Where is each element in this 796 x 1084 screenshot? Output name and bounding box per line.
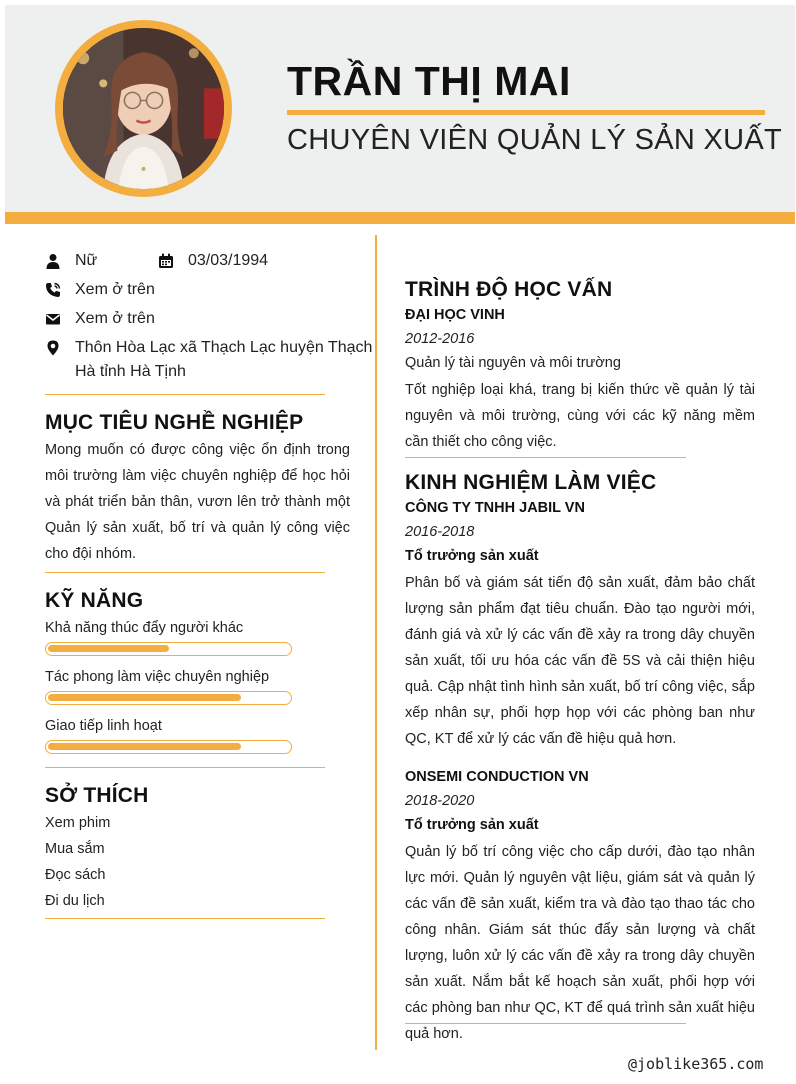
skill-label-3: Giao tiếp linh hoạt	[45, 718, 162, 734]
phone-row	[45, 278, 155, 302]
phone-icon	[45, 278, 61, 302]
avatar	[55, 20, 232, 197]
education-divider	[405, 457, 686, 458]
contact-divider	[45, 394, 325, 395]
job-role-2: Tổ trưởng sản xuất	[405, 817, 539, 833]
name-underline	[287, 110, 765, 115]
column-divider	[375, 235, 377, 1050]
job-description-2: Quản lý bố trí công việc cho cấp dưới, đào tạo nhân lực mới. Quản lý nguyên vật liệu, giám sát và quản lý các vấn đề sản xuất, kiểm tra và đào tạo thao tác cho công nhân. Giám sát thúc đẩy sản lượng và chất lượng, luôn xử lý các vấn đề xảy ra trong dây chuyền sản xuất. Nắm bắt kế hoạch sản xuất, phối hợp với các phòng ban như QC, KT để quá trình sản xuất hiệu quả hơn.	[405, 844, 755, 1042]
job-company-2: ONSEMI CONDUCTION VN	[405, 769, 589, 785]
skill-fill-2	[48, 694, 241, 701]
user-icon	[45, 249, 61, 273]
hobbies-divider	[45, 918, 325, 919]
skill-bar-2	[45, 691, 292, 705]
gender-value: Nữ	[75, 252, 98, 269]
email-row	[45, 307, 155, 331]
birthday-row	[158, 249, 268, 273]
header-accent-bar	[5, 212, 795, 224]
envelope-icon	[45, 307, 61, 331]
skills-divider	[45, 767, 325, 768]
hobby-item: Mua sắm	[45, 841, 105, 857]
candidate-name: TRẦN THỊ MAI	[287, 58, 571, 104]
skill-fill-1	[48, 645, 169, 652]
objective-divider	[45, 572, 325, 573]
skill-bar-3	[45, 740, 292, 754]
job-description-1: Phân bố và giám sát tiến độ sản xuất, đảm bảo chất lượng sản phẩm đạt tiêu chuẩn. Đào tạo người mới, đánh giá và xử lý các vấn đề xảy ra trong dây chuyền sản xuất, tối ưu hóa các vấn đề 5S và cải thiện hiệu quả. Cập nhật tình hình sản xuất, bố trí công việc, sắp xếp nhân sự, phối hợp họp với các phòng ban như QC, KT để xử lý các vấn đề hiệu quả hơn.	[405, 575, 755, 747]
education-major: Quản lý tài nguyên và môi trường	[405, 355, 621, 371]
objective-text: Mong muốn có được công việc ổn định trong môi trường làm việc chuyên nghiệp để học hỏi và phát triển bản thân, vươn lên trở thành một Quản lý sản xuất, bố trí và quản lý công việc cho đội nhóm.	[45, 442, 350, 562]
skill-fill-3	[48, 743, 241, 750]
skill-bar-1	[45, 642, 292, 656]
education-school: ĐẠI HỌC VINH	[405, 307, 505, 323]
hobby-item: Đi du lịch	[45, 893, 105, 909]
hobby-item: Đọc sách	[45, 867, 106, 883]
skill-label-1: Khả năng thúc đẩy người khác	[45, 620, 244, 636]
experience-divider	[405, 1023, 686, 1024]
education-description: Tốt nghiệp loại khá, trang bị kiến thức về quản lý tài nguyên và môi trường, cùng với các kỹ năng mềm cần thiết cho công việc.	[405, 382, 755, 450]
email-value: Xem ở trên	[75, 310, 155, 327]
objective-title: MỤC TIÊU NGHỀ NGHIỆP	[45, 411, 304, 434]
address-line-1: Thôn Hòa Lạc xã Thạch Lạc huyện Thạch	[75, 339, 373, 356]
address-line-2: Hà tỉnh Hà Tịnh	[75, 363, 186, 380]
job-company-1: CÔNG TY TNHH JABIL VN	[405, 500, 585, 516]
education-period: 2012-2016	[405, 331, 475, 347]
gender-row	[45, 249, 97, 273]
job-period-2: 2018-2020	[405, 793, 475, 809]
phone-value: Xem ở trên	[75, 281, 155, 298]
skills-title: KỸ NĂNG	[45, 589, 144, 612]
profile-photo	[63, 28, 224, 189]
hobbies-title: SỞ THÍCH	[45, 784, 149, 807]
address-row	[45, 336, 372, 384]
calendar-icon	[158, 249, 174, 273]
job-role-1: Tổ trưởng sản xuất	[405, 548, 539, 564]
education-title: TRÌNH ĐỘ HỌC VẤN	[405, 278, 613, 301]
hobby-item: Xem phim	[45, 815, 111, 831]
watermark-text: @joblike365.com	[628, 1055, 764, 1073]
candidate-job-title: CHUYÊN VIÊN QUẢN LÝ SẢN XUẤT	[287, 124, 783, 156]
experience-title: KINH NGHIỆM LÀM VIỆC	[405, 471, 657, 494]
job-period-1: 2016-2018	[405, 524, 475, 540]
skill-label-2: Tác phong làm việc chuyên nghiệp	[45, 669, 270, 685]
location-pin-icon	[45, 336, 61, 360]
birthday-value: 03/03/1994	[188, 252, 269, 269]
